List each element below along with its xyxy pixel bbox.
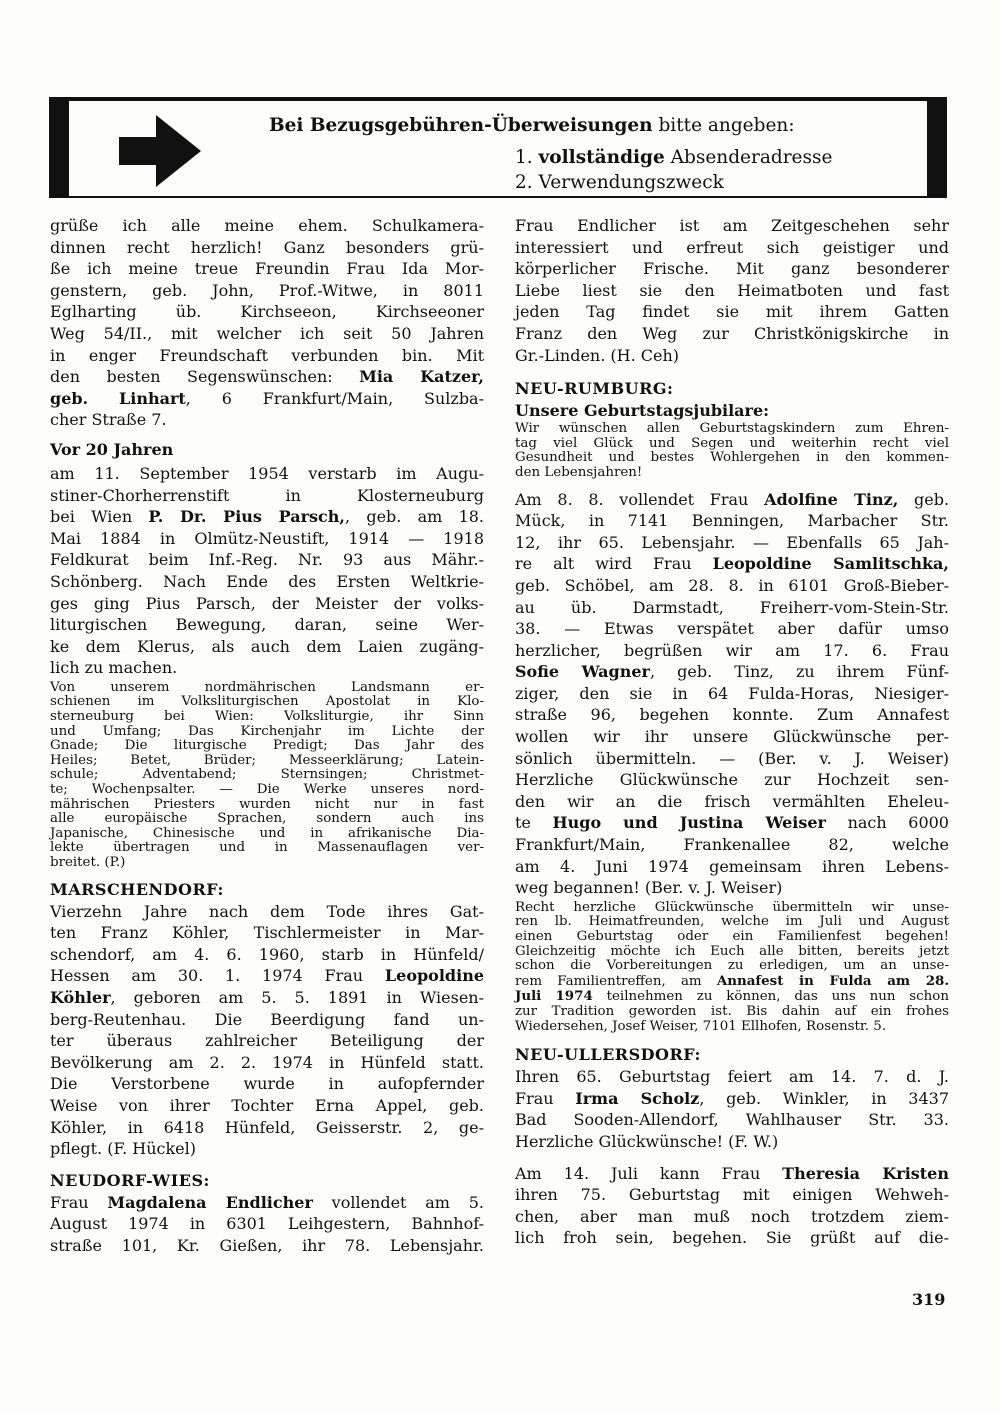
text-line: Franz den Weg zur Christkönigskirche in (515, 323, 949, 343)
text-line: ter überaus zahlreicher Beteiligung der (50, 1031, 484, 1051)
text-line: grüße ich alle meine ehem. Schulkamera- (50, 216, 484, 235)
text-line: Weg 54/II., mit welcher ich seit 50 Jahren (50, 323, 484, 343)
text-line: zur Tradition geworden ist. Bis dahin auf ein frohes (515, 1003, 949, 1019)
text-line: cher Straße 7. (50, 410, 167, 430)
right-column (515, 215, 949, 1249)
text-line: au üb. Darmstadt, Freiherr-vom-Stein-Str. (515, 597, 949, 617)
text-line: berg-Reutenhau. Die Beerdigung fand un- (50, 1009, 484, 1029)
text-line: jeden Tag findet sie mit ihrem Gatten (515, 302, 949, 322)
works-paragraph (50, 681, 484, 871)
text-line: Wiedersehen, Josef Weiser, 7101 Ellhofen, Rosenstr. 5. (515, 1018, 887, 1034)
scholz-paragraph (515, 1066, 949, 1152)
kristen-paragraph (515, 1163, 949, 1249)
text-line: Weise von ihrer Tochter Erna Appel, geb. (50, 1095, 484, 1115)
text-line: Herzliche Glückwünsche zur Hochzeit sen- (515, 770, 949, 790)
text-line: August 1974 in 6301 Leihgestern, Bahnhof- (50, 1214, 484, 1234)
text-line: Die Verstorbene wurde in aufopfernder (50, 1074, 484, 1094)
banner-item-1: 1. vollständige Absenderadresse (515, 147, 833, 168)
text-line: und Umfang; Das Kirchenjahr im Lichte der (50, 723, 484, 739)
text-line: am 11. September 1954 verstarb im Augu- (50, 463, 484, 483)
text-line: Recht herzliche Glückwünsche übermitteln wir unse- (515, 899, 949, 915)
text-line: ren lb. Heimatfreunden, welche im Juli und August (515, 914, 949, 930)
text-line: Am 8. 8. vollendet Frau Adolfine Tinz, geb. (515, 489, 950, 509)
birthdays-paragraph (515, 489, 949, 899)
text-line: dinnen recht herzlich! Ganz besonders grü- (50, 237, 484, 257)
text-line: Gleichzeitig möchte ich Euch alle bitten, bereits jetzt (515, 943, 949, 959)
text-line: herzlicher, begrüßen wir am 17. 6. Frau (515, 640, 949, 660)
text-line: Wir wünschen allen Geburtstagskindern zum Ehren- (515, 421, 949, 437)
text-line: wollen wir ihr unsere Glückwünsche per- (515, 727, 949, 747)
text-line: 38. — Etwas verspätet aber dafür umso (515, 619, 949, 639)
text-line: mährischen Priesters wurden nicht nur in fast (50, 796, 484, 812)
subheading-geburtstagsjubilare: Unsere Geburtstagsjubilare: (515, 401, 770, 421)
page-number: 319 (912, 1290, 946, 1309)
text-line: lekte übertragen und in Massenauflagen ver- (50, 840, 484, 856)
arrow-right-icon (101, 109, 211, 193)
text-line: Ihren 65. Geburtstag feiert am 14. 7. d. J. (515, 1067, 949, 1087)
text-line: genstern, geb. John, Prof.-Witwe, in 8011 (50, 280, 484, 300)
text-line: stiner-Chorherrenstift in Klosterneuburg (50, 485, 484, 505)
text-line: Köhler, geboren am 5. 5. 1891 in Wiesen- (50, 987, 484, 1007)
text-line: Frankfurt/Main, Frankenallee 82, welche (515, 835, 949, 855)
text-line: liturgischen Bewegung, daran, seine Wer- (50, 615, 484, 635)
text-line: te Hugo und Justina Weiser nach 6000 (515, 813, 949, 833)
text-line: ges ging Pius Parsch, der Meister der volks- (50, 593, 484, 613)
text-line: den wir an die frisch vermählten Eheleu- (515, 791, 949, 811)
text-line: ke dem Klerus, als auch dem Laien zugäng- (50, 636, 484, 656)
banner-right-bar (927, 101, 947, 196)
marschendorf-paragraph (50, 901, 484, 1160)
heading-neu-rumburg: NEU-RUMBURG: (515, 379, 674, 399)
text-line: Heiles; Betet, Brüder; Messeerklärung; Latein- (50, 752, 484, 768)
text-line: Vierzehn Jahre nach dem Tode ihres Gat- (50, 901, 484, 921)
text-line: Gnade; Die liturgische Predigt; Das Jahr des (50, 738, 484, 754)
text-line: schon die Vorbereitungen zu erledigen, um an unse- (515, 958, 949, 974)
text-line: re alt wird Frau Leopoldine Samlitschka, (515, 554, 949, 574)
text-line: einen Geburtstag oder ein Familienfest begehen! (515, 929, 949, 944)
text-line: weg begannen! (Ber. v. J. Weiser) (515, 878, 783, 898)
text-line: ihren 75. Geburtstag mit einigen Wehweh- (515, 1185, 949, 1205)
text-line: Von unserem nordmährischen Landsmann er- (50, 679, 484, 695)
neudorf-paragraph (50, 1192, 484, 1257)
text-line: den besten Segenswünschen: Mia Katzer, (50, 367, 484, 387)
text-line: sterneuburg bei Wien: Volksliturgie, ihr Sinn (50, 709, 484, 725)
banner-title: Bei Bezugsgebühren-Überweisungen bitte angeben: (269, 115, 795, 136)
text-line: am 4. Juni 1974 gemeinsam ihren Lebens- (515, 856, 949, 876)
parsch-paragraph (50, 463, 484, 679)
text-line: rem Familientreffen, am Annafest in Fulda am 28. (515, 972, 949, 989)
text-line: Mai 1884 in Olmütz-Neustift, 1914 — 1918 (50, 528, 484, 548)
text-line: Eglharting üb. Kirchseeon, Kirchseeoner (50, 302, 484, 322)
text-line: Frau Magdalena Endlicher vollendet am 5. (50, 1192, 484, 1212)
left-column (50, 215, 484, 1257)
text-line: Mück, in 7141 Benningen, Marbacher Str. (515, 511, 949, 531)
text-line: Frau Endlicher ist am Zeitgeschehen sehr (515, 216, 949, 235)
text-line: Sofie Wagner, geb. Tinz, zu ihrem Fünf- (515, 662, 950, 682)
text-line: Juli 1974 teilnehmen zu können, das uns nun schon (515, 988, 949, 1005)
text-line: 12, ihr 65. Lebensjahr. — Ebenfalls 65 Jah- (515, 532, 949, 552)
text-line: ße ich meine treue Freundin Frau Ida Mor- (50, 259, 484, 279)
text-line: Bevölkerung am 2. 2. 1974 in Hünfeld statt. (50, 1052, 484, 1072)
text-line: geb. Schöbel, am 28. 8. in 6101 Groß-Bieber- (515, 575, 949, 595)
text-line: lich froh sein, begehen. Sie grüßt auf die- (515, 1228, 949, 1248)
text-line: sönlich übermitteln. — (Ber. v. J. Weiser) (515, 748, 949, 768)
text-line: schule; Adventabend; Sternsingen; Christmet- (50, 767, 484, 783)
text-line: Bad Sooden-Allendorf, Wahlhauser Str. 33. (515, 1110, 949, 1130)
text-line: in enger Freundschaft verbunden bin. Mit (50, 345, 484, 365)
banner-left-bar (49, 101, 69, 196)
text-line: Am 14. Juli kann Frau Theresia Kristen (515, 1163, 949, 1183)
text-line: den Lebensjahren! (515, 464, 643, 480)
text-line: Japanische, Chinesische und in afrikanische Dia- (50, 825, 484, 841)
heading-marschendorf: MARSCHENDORF: (50, 879, 224, 899)
text-line: Gesundheit und bestes Wohlergehen in den kommen- (515, 450, 949, 466)
text-line: schendorf, am 4. 6. 1960, starb in Hünfeld/ (50, 944, 484, 964)
text-line: pflegt. (F. Hückel) (50, 1139, 196, 1159)
text-line: chen, aber man muß noch trotzdem ziem- (515, 1206, 949, 1226)
heading-neudorf-wies: NEUDORF-WIES: (50, 1170, 210, 1190)
text-line: schienen im Volksliturgischen Apostolat in Klo- (50, 694, 484, 710)
text-line: Köhler, in 6418 Hünfeld, Geisserstr. 2, ge- (50, 1117, 484, 1137)
text-line: breitet. (P.) (50, 855, 126, 870)
text-line: Schönberg. Nach Ende des Ersten Weltkrie- (50, 571, 484, 591)
text-line: Herzliche Glückwünsche! (F. W.) (515, 1131, 779, 1151)
text-line: Gr.-Linden. (H. Ceh) (515, 345, 680, 365)
heading-neu-ullersdorf: NEU-ULLERSDORF: (515, 1045, 701, 1065)
text-line: straße 101, Kr. Gießen, ihr 78. Lebensjahr. (50, 1235, 484, 1255)
greeting-paragraph (50, 215, 484, 431)
text-line: Liebe liest sie den Heimatboten und fast (515, 280, 949, 300)
text-line: bei Wien P. Dr. Pius Parsch,, geb. am 18. (50, 507, 485, 527)
text-line: ten Franz Köhler, Tischlermeister in Mar- (50, 923, 484, 943)
familientreffen-paragraph (515, 901, 949, 1034)
text-line: geb. Linhart, 6 Frankfurt/Main, Sulzba- (50, 388, 484, 408)
jubilare-intro (515, 422, 949, 480)
text-line: te; Wochenpsalter. — Die Werke unseres nord- (50, 782, 484, 798)
endlicher-paragraph (515, 215, 949, 366)
text-line: tag viel Glück und Segen und weiterhin recht viel (515, 435, 949, 451)
text-line: Frau Irma Scholz, geb. Winkler, in 3437 (515, 1088, 950, 1108)
text-line: interessiert und erfreut sich geistiger und (515, 237, 949, 257)
text-line: straße 96, begehen konnte. Zum Annafest (515, 705, 949, 725)
subscription-banner (49, 97, 947, 198)
text-line: lich zu machen. (50, 658, 178, 678)
text-line: ziger, den sie in 64 Fulda-Horas, Niesiger- (515, 683, 949, 703)
text-line: Hessen am 30. 1. 1974 Frau Leopoldine (50, 966, 485, 986)
text-line: Feldkurat beim Inf.-Reg. Nr. 93 aus Mähr.- (50, 550, 484, 570)
heading-vor-20-jahren: Vor 20 Jahren (50, 439, 174, 459)
text-line: alle europäische Sprachen, sondern auch ins (50, 811, 484, 827)
banner-item-2: 2. Verwendungszweck (515, 172, 724, 193)
text-line: körperlicher Frische. Mit ganz besonderer (515, 259, 949, 279)
